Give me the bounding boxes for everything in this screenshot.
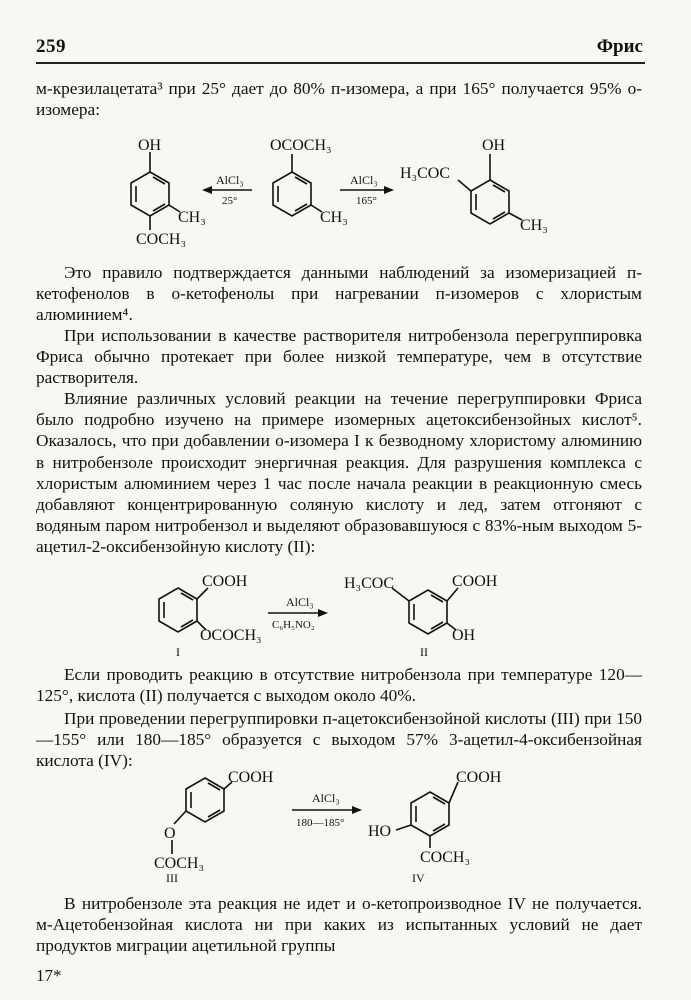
paragraph-2: Это правило подтверждается данными наблюдений за изомеризацией п-кетофенолов в о-кетофенолы при нагревании п-изомеров с хлористым алюминием⁴. <box>36 263 642 325</box>
paragraph-6: При проведении перегруппировки п-ацетоксибензойной кислоты (III) при 150—155° или 180—185° образуется с выходом 57% 3-ацетил-4-оксибензойная кислота (IV): <box>36 709 642 771</box>
label-I-top: COOH <box>202 573 248 590</box>
label-III-o: O <box>164 825 176 842</box>
label-IV-left: HO <box>368 823 392 840</box>
paragraph-1: м-крезилацетата³ при 25° дает до 80% п-изомера, а при 165° получается 95% о-изомера: <box>36 79 642 120</box>
arrow-4-bottom: 180—185° <box>296 817 345 829</box>
signature-mark: 17* <box>36 966 62 985</box>
label-center-top: OCOCH₃ <box>270 137 332 154</box>
label-IV-top: COOH <box>456 769 502 786</box>
arrow-3-top: AlCl₃ <box>286 595 314 609</box>
paragraph-5: Если проводить реакцию в отсутствие нитробензола при температуре 120—125°, кислота (II) получается с выходом около 40%. <box>36 665 642 706</box>
label-III-top: COOH <box>228 769 274 786</box>
label-right-top: OH <box>482 137 506 154</box>
label-right-bottom: CH₃ <box>520 217 548 234</box>
label-left-top: OH <box>138 137 162 154</box>
reaction-scheme-3 <box>0 768 691 884</box>
label-left-bottom: COCH₃ <box>136 231 187 248</box>
paragraph-3: При использовании в качестве растворителя нитробензола перегруппировка Фриса обычно протекает при более низкой температуре, чем в отсутствие растворителя. <box>36 326 642 388</box>
arrow-1-bottom: 25° <box>222 195 238 207</box>
label-III-bottom: COCH₃ <box>154 855 205 872</box>
label-III: III <box>166 871 178 884</box>
label-II-bottom: OH <box>452 627 476 644</box>
label-I: I <box>176 645 180 659</box>
running-title: Фрис <box>596 36 643 57</box>
label-I-bottom: OCOCH₃ <box>200 627 262 644</box>
header-rule <box>36 62 645 64</box>
label-right-left: H₃COC <box>400 165 451 182</box>
arrow-1-top: AlCl₃ <box>216 173 244 187</box>
arrow-2-top: AlCl₃ <box>350 173 378 187</box>
label-II: II <box>420 645 428 659</box>
reaction-scheme-2 <box>0 568 691 660</box>
label-left-right: CH₃ <box>178 209 206 226</box>
label-IV: IV <box>412 871 425 884</box>
label-IV-bottom: COCH₃ <box>420 849 471 866</box>
paragraph-4: Влияние различных условий реакции на течение перегруппировки Фриса было подробно изучено на примере изомерных ацетоксибензойных кислот⁵. Оказалось, что при добавлении о-изомера I к безводному хлористому алюминию в нитробензоле происходит энергичная реакция. Для разрушения комплекса с хлористым алюминием через 1 час после начала реакции в реакционную смесь добавляют концентрированную соляную кислоту и лед, затем отгоняют с водяным паром нитробензол и выделяют образовавшуюся с 83%-ным выходом 5-ацетил-2-оксибензойную кислоту (II): <box>36 389 642 557</box>
arrow-4-top: AlCl₃ <box>312 791 340 805</box>
paragraph-7: В нитробензоле эта реакция не идет и о-кетопроизводное IV не получается. м-Ацетобензойная кислота ни при каких из испытанных условий не дает продуктов миграции ацетильной группы <box>36 894 642 956</box>
label-II-top: COOH <box>452 573 498 590</box>
arrow-3-bottom: C₆H₅NO₂ <box>272 619 315 631</box>
arrow-2-bottom: 165° <box>356 195 377 207</box>
label-center-right: CH₃ <box>320 209 348 226</box>
reaction-scheme-1 <box>0 132 691 252</box>
label-II-left: H₃COC <box>344 575 395 592</box>
page-number: 259 <box>36 36 66 57</box>
